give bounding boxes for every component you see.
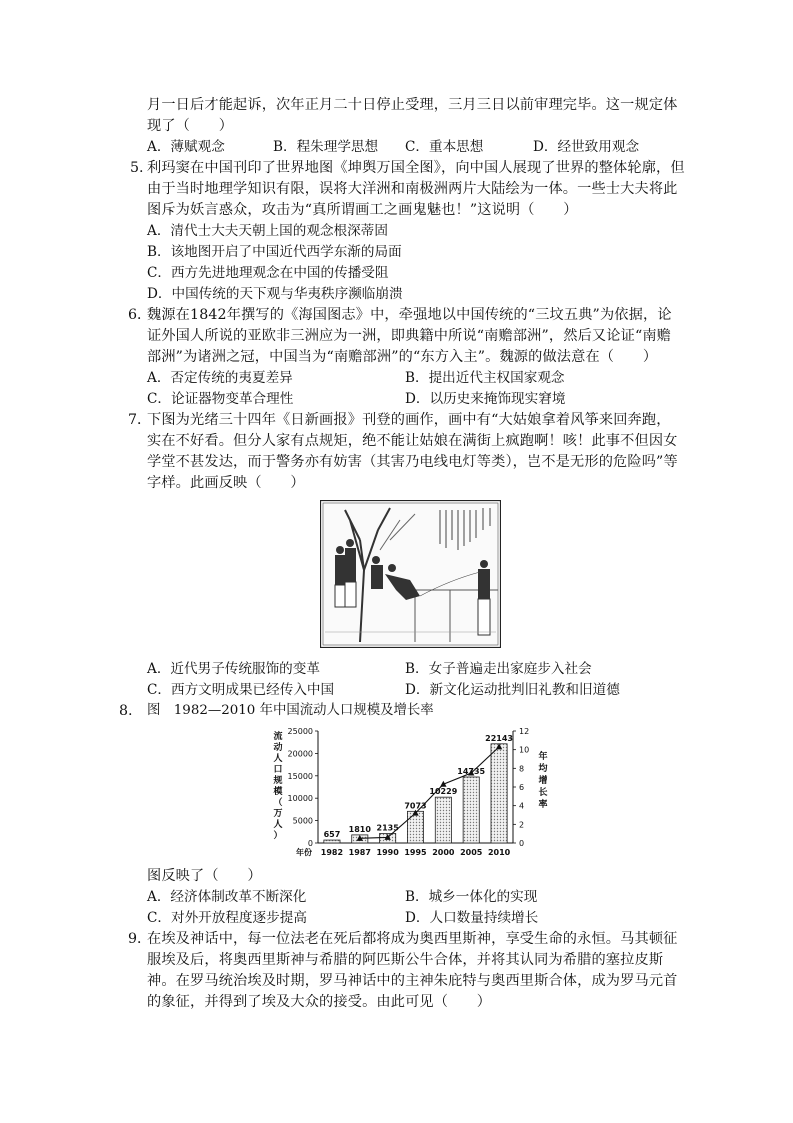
chart-x-tick-label: 1995 <box>404 848 427 857</box>
chart-y2-tick-label: 8 <box>519 764 525 774</box>
q5-option-d: D．中国传统的天下观与华夷秩序濒临崩溃 <box>147 286 403 302</box>
q9-line-2: 服埃及后，将奥西里斯神与希腊的阿匹斯公牛合体，并将其认同为希腊的塞拉皮斯 <box>147 952 664 968</box>
chart-y-tick-label: 10000 <box>287 794 313 804</box>
newspaper-illustration <box>320 500 501 652</box>
q7-line-3: 学堂不甚发达，而于警务亦有妨害（其害乃电线电灯等类），岂不是无形的危险吗”等 <box>147 454 678 470</box>
chart-data-label: 14735 <box>457 766 486 776</box>
q6-option-c: C．论证器物变革合理性 <box>147 391 294 407</box>
chart-y2-axis-label-char: 增 <box>538 776 548 786</box>
q4-option-b: B．程朱理学思想 <box>273 139 379 155</box>
chart-x-tick-label: 2005 <box>460 848 483 857</box>
q9-line-3: 神。在罗马统治埃及时期，罗马神话中的主神朱庇特与奥西里斯合体，成为罗马元首 <box>147 973 678 989</box>
q7-option-c: C．西方文明成果已经传入中国 <box>147 682 335 698</box>
chart-y2-axis-label-char: 年 <box>538 752 548 762</box>
q6-option-a: A．否定传统的夷夏差异 <box>147 370 293 386</box>
chart-y-tick-label: 25000 <box>287 727 313 736</box>
chart-y-tick-label: 5000 <box>292 816 313 826</box>
chart-data-label: 2135 <box>376 823 399 833</box>
chart-y-axis-label-char: 口 <box>273 765 283 775</box>
q8-option-d: D．人口数量持续增长 <box>405 910 539 926</box>
chart-y-axis-label-char: 人 <box>273 754 283 764</box>
q5-option-a: A．清代士大夫天朝上国的观念根深蒂固 <box>147 223 388 239</box>
chart-y-tick-label: 20000 <box>287 749 313 759</box>
chart-x-tick-label: 1987 <box>348 848 371 857</box>
chart-x-tick-label: 2010 <box>487 848 511 857</box>
q4-line-1: 月一日后才能起诉，次年正月二十日停止受理，三月三日以前审理完毕。这一规定体 <box>147 97 678 113</box>
q4-option-a: A．薄赋观念 <box>147 139 225 155</box>
q6-line-1: 魏源在1842年撰写的《海国图志》中，牵强地以中国传统的“三坟五典”为依据，论 <box>147 307 672 323</box>
q5-line-1: 利玛窦在中国刊印了世界地图《坤舆万国全图》，向中国人展现了世界的整体轮廓，但 <box>147 160 685 176</box>
chart-y-axis-label <box>272 730 283 841</box>
chart-y2-axis-label-char: 长 <box>538 788 548 798</box>
chart-x-tick-label: 2000 <box>432 848 455 857</box>
chart-title: 图 1982—2010 年中国流动人口规模及增长率 <box>147 703 434 718</box>
q9-number: 9． <box>128 931 152 947</box>
chart-bar <box>324 840 340 843</box>
chart-data-label: 657 <box>323 830 341 840</box>
chart-y2-tick-label: 4 <box>519 801 525 811</box>
chart-y2-axis-label-char: 均 <box>538 764 548 774</box>
chart-bar <box>407 811 423 843</box>
chart-x-axis-label: 年份 <box>296 848 312 857</box>
chart-y-axis-label-char: 模 <box>273 787 283 797</box>
q7-line-1: 下图为光绪三十四年《日新画报》刊登的画作，画中有“大姑娘拿着风筝来回奔跑， <box>147 412 671 428</box>
chart-y2-tick-label: 6 <box>519 783 525 792</box>
q7-line-2: 实在不好看。但分人家有点规矩，绝不能让姑娘在满街上疯跑啊！咳！此事不但因女 <box>147 433 678 449</box>
q7-option-a: A．近代男子传统服饰的变革 <box>147 661 320 677</box>
q8-option-a: A．经济体制改革不断深化 <box>147 889 307 905</box>
q4-line-2: 现了（ ） <box>147 118 234 134</box>
q9-line-1: 在埃及神话中，每一位法老在死后都将成为奥西里斯神，享受生命的永恒。马其顿征 <box>147 931 678 947</box>
q6-line-2: 证外国人所说的亚欧非三洲应为一洲，即典籍中所说“南赡部洲”，然后又论证“南赡 <box>147 328 672 344</box>
q8-option-b: B．城乡一体化的实现 <box>405 889 538 905</box>
q6-option-b: B．提出近代主权国家观念 <box>405 370 565 386</box>
chart-y2-axis-label-char: 率 <box>538 800 548 810</box>
q6-number: 6． <box>128 307 152 323</box>
q5-number: 5. <box>130 160 144 176</box>
chart-y2-tick-label: 12 <box>519 727 530 736</box>
chart-bar <box>463 777 479 843</box>
q7-line-4: 字样。此画反映（ ） <box>147 475 305 491</box>
chart-data-label: 22143 <box>485 733 513 743</box>
chart-y-tick-label: 0 <box>307 839 313 848</box>
chart-y-axis-label-char: （ <box>273 798 283 808</box>
migration-chart <box>268 725 558 864</box>
q4-option-c: C．重本思想 <box>405 139 484 155</box>
chart-y-axis-label-char: 万 <box>273 809 283 819</box>
chart-y-axis-label-char: 人 <box>273 820 283 830</box>
q7-option-d: D．新文化运动批判旧礼教和旧道德 <box>405 682 620 698</box>
q7-number: 7． <box>128 412 152 428</box>
q5-line-2: 由于当时地理学知识有限，误将大洋洲和南极洲两片大陆绘为一体。一些士大夫将此 <box>147 181 678 197</box>
chart-y-tick-label: 15000 <box>287 771 313 781</box>
q5-option-c: C．西方先进地理观念在中国的传播受阻 <box>147 265 389 281</box>
chart-y-axis-label-char: 规 <box>273 776 283 786</box>
chart-y2-tick-label: 10 <box>519 745 530 755</box>
chart-y2-tick-label: 2 <box>519 820 525 830</box>
q5-option-b: B．该地图开启了中国近代西学东渐的局面 <box>147 244 402 260</box>
chart-y-axis-label-char: 流 <box>273 732 283 742</box>
chart-y2-axis-label <box>538 750 548 810</box>
chart-data-label: 1810 <box>348 824 371 834</box>
chart-data-label: 10229 <box>429 787 458 797</box>
q6-line-3: 部洲”为诸洲之冠，中国当为“南赡部洲”的“东方入主”。魏源的做法意在（ ） <box>147 349 658 365</box>
chart-x-tick-label: 1990 <box>376 848 399 857</box>
chart-bar <box>435 797 451 843</box>
chart-y-axis-label-char: 动 <box>273 743 283 753</box>
q4-option-d: D．经世致用观念 <box>533 139 640 155</box>
chart-y2-tick-label: 0 <box>519 839 525 848</box>
q7-option-b: B．女子普遍走出家庭步入社会 <box>405 661 592 677</box>
q5-line-3: 图斥为妖言惑众，攻击为“真所谓画工之画鬼魅也！”这说明（ ） <box>147 202 578 218</box>
chart-x-tick-label: 1982 <box>320 848 344 857</box>
chart-y-axis-label-char: ） <box>273 831 283 841</box>
chart-data-label: 7073 <box>404 801 427 811</box>
q9-line-4: 的象征，并得到了埃及大众的接受。由此可见（ ） <box>147 994 492 1010</box>
q8-prompt: 图反映了（ ） <box>147 868 262 884</box>
q8-option-c: C．对外开放程度逐步提高 <box>147 910 307 926</box>
q8-number: 8. <box>119 703 133 719</box>
q6-option-d: D．以历史来掩饰现实窘境 <box>405 391 566 407</box>
chart-bar <box>491 744 507 843</box>
